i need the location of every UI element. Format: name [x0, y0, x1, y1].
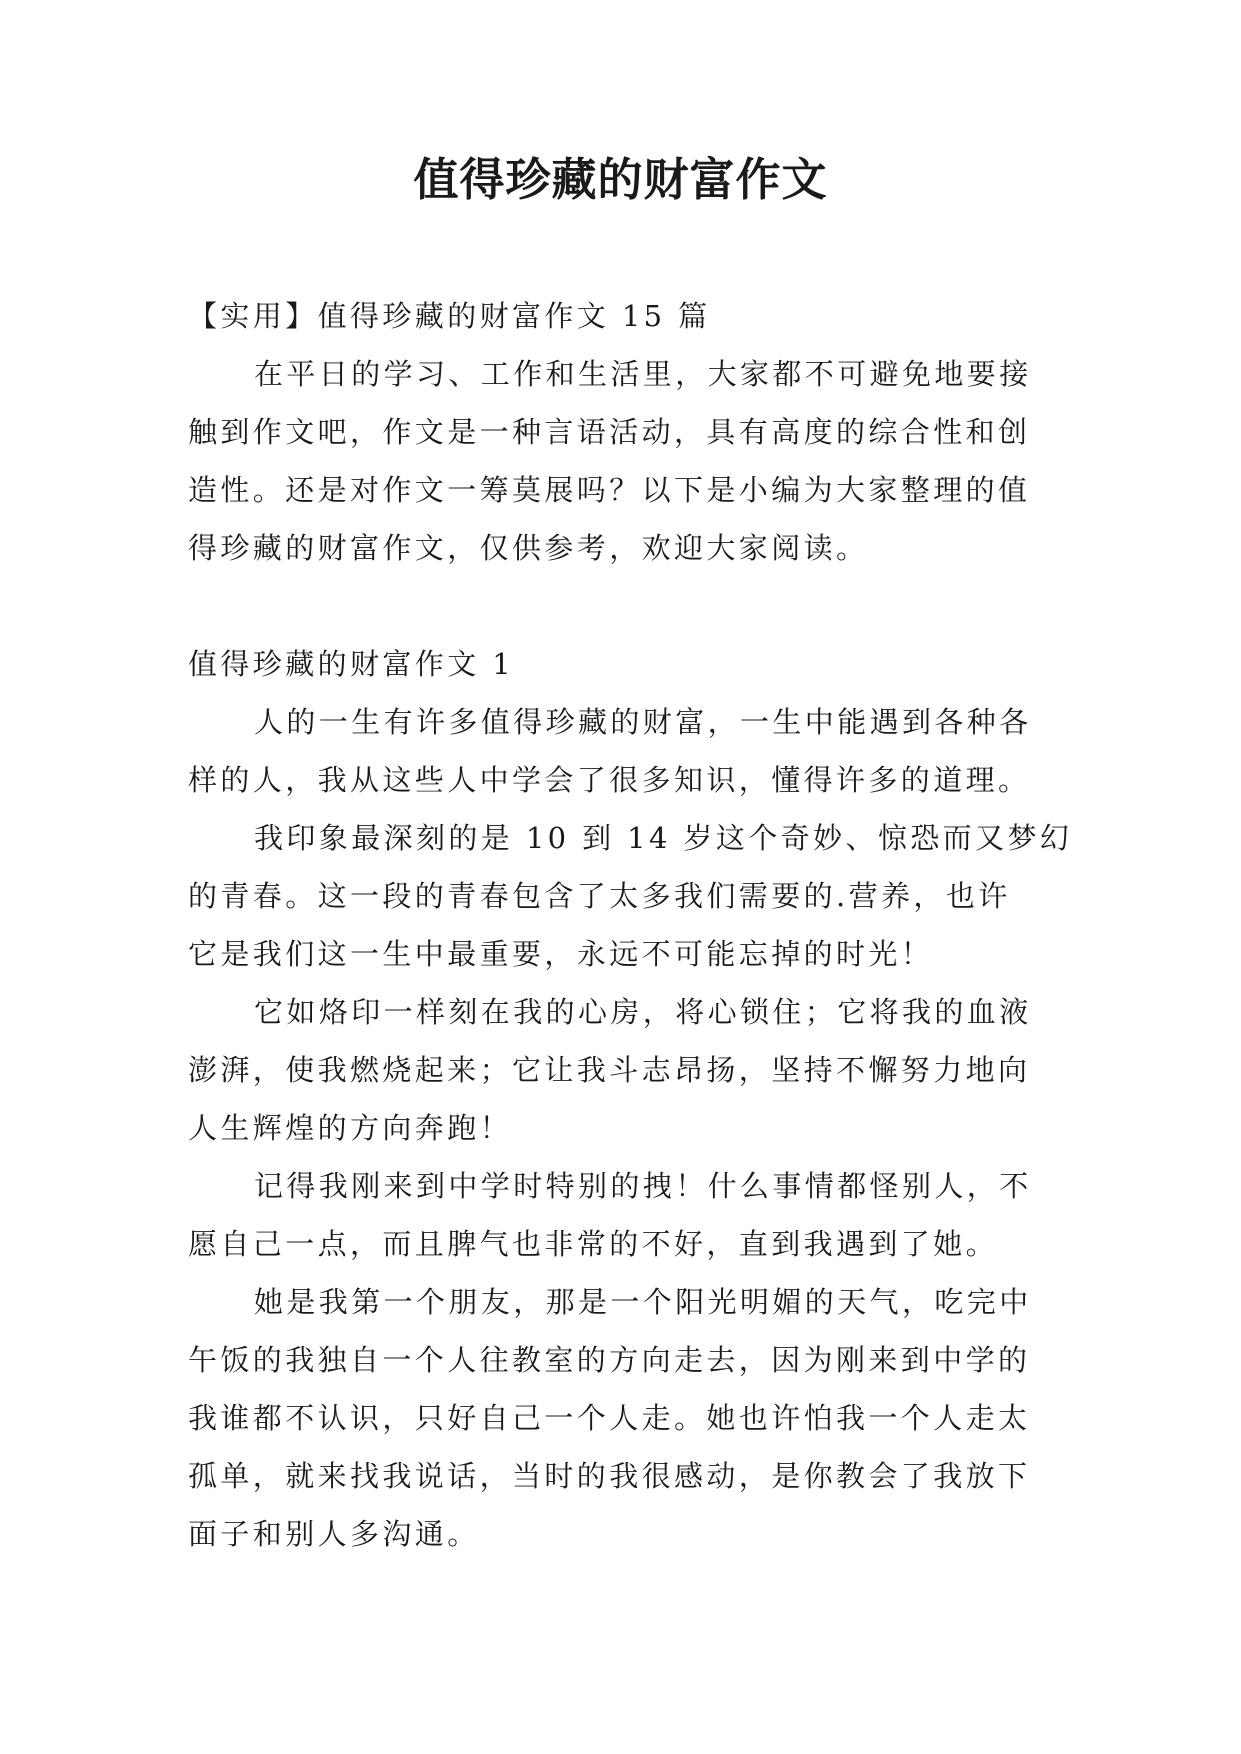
- document-title: 值得珍藏的财富作文: [413, 153, 828, 206]
- subtitle-line: 【实用】值得珍藏的财富作文 15 篇: [188, 299, 711, 333]
- paragraph-line: 我谁都不认识，只好自己一个人走。她也许怕我一个人走太: [188, 1401, 1031, 1435]
- paragraph-line: 造性。还是对作文一筹莫展吗？以下是小编为大家整理的值: [188, 473, 1031, 507]
- paragraph-line: 人的一生有许多值得珍藏的财富，一生中能遇到各种各: [254, 705, 1032, 739]
- paragraph-line: 触到作文吧，作文是一种言语活动，具有高度的综合性和创: [188, 415, 1031, 449]
- paragraph-line: 样的人，我从这些人中学会了很多知识，懂得许多的道理。: [188, 763, 1031, 797]
- paragraph-line: 愿自己一点，而且脾气也非常的不好，直到我遇到了她。: [188, 1227, 999, 1261]
- document-body: [188, 287, 1073, 1563]
- paragraph-line: 的青春。这一段的青春包含了太多我们需要的.营养，也许: [188, 879, 1011, 913]
- blank-line: [188, 577, 1058, 635]
- paragraph-line: 孤单，就来找我说话，当时的我很感动，是你教会了我放下: [188, 1459, 1031, 1493]
- paragraph-line: 得珍藏的财富作文，仅供参考，欢迎大家阅读。: [188, 531, 869, 565]
- paragraph-line: 它是我们这一生中最重要，永远不可能忘掉的时光！: [188, 937, 934, 971]
- paragraph-line: 记得我刚来到中学时特别的拽！什么事情都怪别人，不: [254, 1169, 1032, 1203]
- paragraph-line: 澎湃，使我燃烧起来；它让我斗志昂扬，坚持不懈努力地向: [188, 1053, 1031, 1087]
- paragraph-line: 它如烙印一样刻在我的心房，将心锁住；它将我的血液: [254, 995, 1032, 1029]
- paragraph-line: 午饭的我独自一个人往教室的方向走去，因为刚来到中学的: [188, 1343, 1031, 1377]
- paragraph-line: 她是我第一个朋友，那是一个阳光明媚的天气，吃完中: [254, 1285, 1032, 1319]
- paragraph-line: 人生辉煌的方向奔跑！: [188, 1111, 513, 1145]
- section-heading: 值得珍藏的财富作文 1: [188, 647, 515, 681]
- paragraph-line: 面子和别人多沟通。: [188, 1517, 480, 1551]
- paragraph-line: 我印象最深刻的是 10 到 14 岁这个奇妙、惊恐而又梦幻: [254, 821, 1073, 855]
- paragraph-line: 在平日的学习、工作和生活里，大家都不可避免地要接: [254, 357, 1032, 391]
